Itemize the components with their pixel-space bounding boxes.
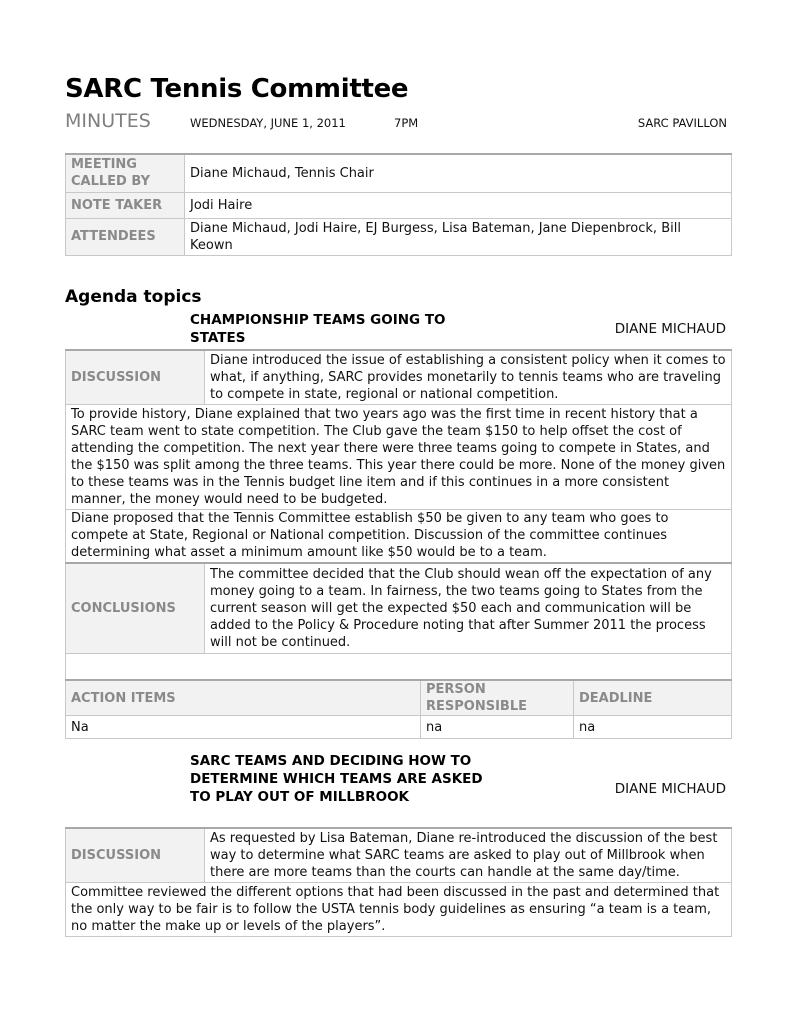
topic-1-paragraph-2: Diane proposed that the Tennis Committee establish $50 be given to any team who goes to compete at State, Regional or National competition. Discussion of the committee continues determining what asset a minimum amount like $50 would be to a team.	[66, 509, 732, 563]
topic-1-paragraph-1-row	[66, 404, 732, 509]
attendees-value: Diane Michaud, Jodi Haire, EJ Burgess, Lisa Bateman, Jane Diepenbrock, Bill Keown	[185, 218, 732, 255]
page-title: SARC Tennis Committee	[65, 74, 409, 104]
topic-2-table	[65, 827, 732, 937]
called-by-value: Diane Michaud, Tennis Chair	[185, 154, 732, 192]
action-items-table	[65, 679, 732, 739]
deadline-header: DEADLINE	[574, 680, 732, 716]
topic-1-conclusions-label: CONCLUSIONS	[66, 563, 205, 653]
topic-1-discussion-row	[66, 350, 732, 404]
deadline-cell: na	[574, 716, 732, 739]
topic-1-paragraph-2-row	[66, 509, 732, 563]
topic-2-discussion-row	[66, 828, 732, 882]
topic-2-paragraph-1: Committee reviewed the different options that had been discussed in the past and determined that the only way to be fair is to follow the USTA tennis body guidelines as ensuring “a team is a team, no matter the make up or levels of the players”.	[66, 882, 732, 936]
note-taker-label: NOTE TAKER	[66, 192, 185, 218]
called-by-label: MEETING CALLED BY	[66, 154, 185, 192]
topic-2-discussion-text: As requested by Lisa Bateman, Diane re-introduced the discussion of the best way to determine what SARC teams are asked to play out of Millbrook when there are more teams than the courts can handle at the same day/time.	[205, 828, 732, 882]
meeting-info-table	[65, 153, 732, 256]
topic-2-owner: DIANE MICHAUD	[614, 781, 726, 797]
called-by-row	[66, 154, 732, 192]
topic-1-discussion-label: DISCUSSION	[66, 350, 205, 404]
meeting-time: 7PM	[394, 116, 419, 130]
action-items-header-row	[66, 680, 732, 716]
minutes-label: MINUTES	[65, 110, 151, 132]
topic-1-conclusions-text: The committee decided that the Club should wean off the expectation of any money going to a team. In fairness, the two teams going to States from the current season will get the expected $50 each and communication will be added to the Policy & Procedure noting that after Summer 2011 the process will not be continued.	[205, 563, 732, 653]
agenda-heading: Agenda topics	[65, 287, 202, 307]
meeting-location: SARC PAVILLON	[637, 116, 727, 130]
action-items-header: ACTION ITEMS	[66, 680, 421, 716]
table-row	[66, 716, 732, 739]
topic-1-spacer-cell	[66, 653, 732, 679]
topic-2-discussion-label: DISCUSSION	[66, 828, 205, 882]
topic-2-title: SARC TEAMS AND DECIDING HOW TO DETERMINE WHICH TEAMS ARE ASKED TO PLAY OUT OF MILLBROOK	[190, 753, 483, 805]
topic-1-paragraph-1: To provide history, Diane explained that two years ago was the first time in recent history that a SARC team went to state competition. The Club gave the team $150 to help offset the cost of attending the competition. The next year there were three teams going to compete in States, and the $150 was split among the three teams. This year there could be more. None of the money given to these teams was in the Tennis budget line item and if this continues in a more consistent manner, the money would need to be budgeted.	[66, 404, 732, 509]
topic-2-paragraph-1-row	[66, 882, 732, 936]
attendees-label: ATTENDEES	[66, 218, 185, 255]
topic-1-conclusions-row	[66, 563, 732, 653]
topic-1-owner: DIANE MICHAUD	[614, 321, 726, 337]
action-item-cell: Na	[66, 716, 421, 739]
person-cell: na	[421, 716, 574, 739]
person-responsible-header: PERSON RESPONSIBLE	[421, 680, 574, 716]
attendees-row	[66, 218, 732, 255]
note-taker-value: Jodi Haire	[185, 192, 732, 218]
topic-1-discussion-text: Diane introduced the issue of establishing a consistent policy when it comes to what, if anything, SARC provides monetarily to tennis teams who are traveling to compete in state, regional or national competition.	[205, 350, 732, 404]
meeting-date: WEDNESDAY, JUNE 1, 2011	[190, 116, 346, 130]
minutes-header	[65, 110, 727, 136]
topic-1-title: CHAMPIONSHIP TEAMS GOING TO STATES	[190, 312, 446, 346]
topic-1-spacer-row	[66, 653, 732, 679]
note-taker-row	[66, 192, 732, 218]
topic-1-table	[65, 349, 732, 680]
